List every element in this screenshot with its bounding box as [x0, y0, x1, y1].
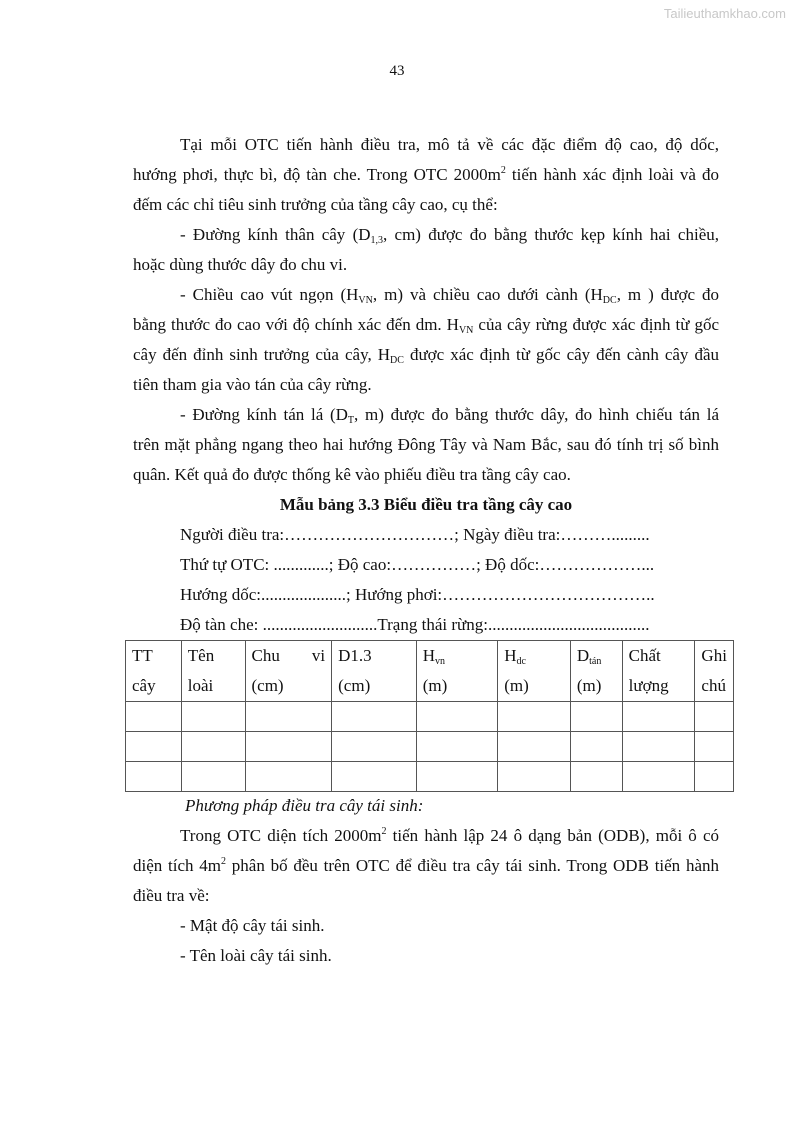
superscript: 2 [381, 826, 387, 837]
text-line [133, 400, 719, 430]
subscript: 1,3 [370, 235, 384, 246]
text-span: bằng thước đo cao với độ chính xác đến dm. H [133, 315, 459, 334]
table-cell [416, 702, 498, 732]
table-cell [570, 732, 622, 762]
superscript: 2 [221, 856, 227, 867]
header-text: (m) [422, 676, 448, 695]
text-line: tiên tham gia vào tán của cây rừng. [133, 375, 372, 394]
table-header-row [126, 641, 734, 702]
header-hvn [416, 641, 498, 702]
table-cell [332, 762, 417, 792]
header-d13 [332, 641, 417, 702]
subscript: T [347, 415, 355, 426]
text-span: - Đường kính tán lá (D [180, 405, 348, 424]
header-text: lượng [628, 676, 669, 695]
text-line: đếm các chỉ tiêu sinh trưởng của tầng cây cao, cụ thể: [133, 195, 498, 214]
table-row [126, 702, 734, 732]
header-ghi-chu [695, 641, 734, 702]
header-ten-loai [181, 641, 245, 702]
text-span: - Chiều cao vút ngọn (H [180, 285, 359, 304]
text-line: điều tra về: [133, 886, 210, 905]
text-span: , m ) được đo [616, 285, 719, 304]
text-line [133, 851, 719, 881]
table-cell [245, 702, 332, 732]
header-text: (m) [576, 676, 602, 695]
header-text: H [504, 646, 517, 665]
text-line: quân. Kết quả đo được thống kê vào phiếu điều tra tầng cây cao. [133, 465, 571, 484]
text-span: phân bố đều trên OTC để điều tra cây tái sinh. Trong ODB tiến hành [226, 856, 719, 875]
page-number: 43 [389, 63, 405, 79]
superscript: 2 [500, 165, 506, 176]
header-text: vi [311, 646, 326, 665]
header-hdc [498, 641, 571, 702]
header-text: cây [132, 676, 156, 695]
header-text: Chất [628, 646, 661, 665]
regeneration-section [133, 791, 719, 971]
header-text [423, 641, 492, 671]
text-span: , m) và chiều cao dưới cành (H [372, 285, 603, 304]
table-cell [416, 732, 498, 762]
subscript: DC [602, 295, 617, 306]
text-line [133, 280, 719, 310]
text-span: - Đường kính thân cây (D [180, 225, 371, 244]
header-text: Ghi [701, 646, 727, 665]
text-line [133, 340, 719, 370]
header-text: H [422, 646, 435, 665]
header-text [504, 641, 564, 671]
subscript: vn [435, 656, 445, 667]
table-cell [498, 732, 571, 762]
section-heading-regeneration: Phương pháp điều tra cây tái sinh: [185, 796, 424, 815]
table-row [126, 762, 734, 792]
header-text: D [576, 646, 590, 665]
header-text: (m) [504, 676, 529, 695]
table-cell [622, 732, 695, 762]
paragraph-tree-height [133, 280, 719, 400]
table-cell [181, 762, 245, 792]
header-text: chú [701, 676, 726, 695]
form-field-surveyor-date: Người điều tra:…………………………; Ngày điều tra:………......... [180, 525, 650, 544]
text-line: hoặc dùng thước dây đo chu vi. [133, 255, 348, 274]
subscript: dc [516, 656, 526, 667]
header-text [577, 641, 616, 671]
text-line: trên mặt phẳng ngang theo hai hướng Đông Tây và Nam Bắc, sau đó tính trị số bình [133, 435, 719, 454]
text-span: , m) được đo bằng thước dây, đo hình chiếu tán lá [354, 405, 720, 424]
text-span: cây đến đỉnh sinh trưởng của cây, H [133, 345, 391, 364]
table-cell [622, 762, 695, 792]
form-field-slope-aspect: Hướng dốc:....................; Hướng phơi:……………………………….. [180, 585, 655, 604]
table-cell [416, 762, 498, 792]
paragraph-crown-diameter [133, 400, 719, 490]
text-line [133, 160, 719, 190]
text-span: của cây rừng được xác định từ gốc [473, 315, 719, 334]
text-line [133, 821, 719, 851]
header-text: (cm) [338, 676, 371, 695]
survey-table [125, 640, 734, 792]
subscript: DC [390, 355, 404, 366]
text-span: tiến hành xác định loài và đo [505, 165, 719, 184]
text-span: , cm) được đo bằng thước kẹp kính hai chiều, [383, 225, 719, 244]
table-cell [622, 702, 695, 732]
header-text: D1.3 [338, 646, 372, 665]
table-cell [498, 762, 571, 792]
header-chu-vi [245, 641, 332, 702]
header-text: (cm) [251, 676, 284, 695]
header-text: Tên [187, 646, 215, 665]
table-cell [332, 702, 417, 732]
text-line: Tại mỗi OTC tiến hành điều tra, mô tả về các đặc điểm độ cao, độ dốc, [180, 135, 719, 154]
subscript: tán [589, 656, 602, 667]
table-caption: Mẫu bảng 3.3 Biểu điều tra tầng cây cao [279, 495, 573, 514]
subscript: VN [458, 325, 474, 336]
table-cell [181, 702, 245, 732]
text-line [133, 220, 719, 250]
table-cell [695, 702, 734, 732]
header-text: Chu [251, 646, 280, 665]
document-body [133, 130, 719, 640]
table-cell [245, 762, 332, 792]
header-tt-cay [126, 641, 182, 702]
bullet-species-name: - Tên loài cây tái sinh. [180, 946, 332, 965]
header-text: loài [187, 676, 214, 695]
table-cell [570, 762, 622, 792]
table-cell [126, 762, 182, 792]
watermark: Tailieuthamkhao.com [663, 6, 786, 21]
table-cell [332, 732, 417, 762]
table-cell [245, 732, 332, 762]
header-dtan [570, 641, 622, 702]
header-text [252, 641, 326, 671]
paragraph-survey-intro [133, 130, 719, 220]
table-row [126, 732, 734, 762]
table-cell [695, 732, 734, 762]
header-chat-luong [622, 641, 695, 702]
text-line [133, 310, 719, 340]
table-cell [695, 762, 734, 792]
table-cell [498, 702, 571, 732]
table-cell [126, 732, 182, 762]
text-span: tiến hành lập 24 ô dạng bản (ODB), mỗi ô có [386, 826, 719, 845]
text-span: hướng phơi, thực bì, độ tàn che. Trong OTC 2000m [133, 165, 501, 184]
subscript: VN [358, 295, 373, 306]
table-cell [570, 702, 622, 732]
table-cell [126, 702, 182, 732]
paragraph-trunk-diameter [133, 220, 719, 280]
bullet-density: - Mật độ cây tái sinh. [180, 916, 325, 935]
paragraph-regeneration-plots [133, 821, 719, 911]
text-span: diện tích 4m [133, 856, 222, 875]
table-cell [181, 732, 245, 762]
form-field-canopy-forest-state: Độ tàn che: ...........................Trạng thái rừng:...................................... [180, 615, 650, 634]
header-text: TT [132, 646, 153, 665]
form-field-otc-elevation-slope: Thứ tự OTC: .............; Độ cao:……………; Độ dốc:………………... [180, 555, 655, 574]
text-span: Trong OTC diện tích 2000m [180, 826, 382, 845]
text-span: được xác định từ gốc cây đến cành cây đầu [403, 345, 719, 364]
